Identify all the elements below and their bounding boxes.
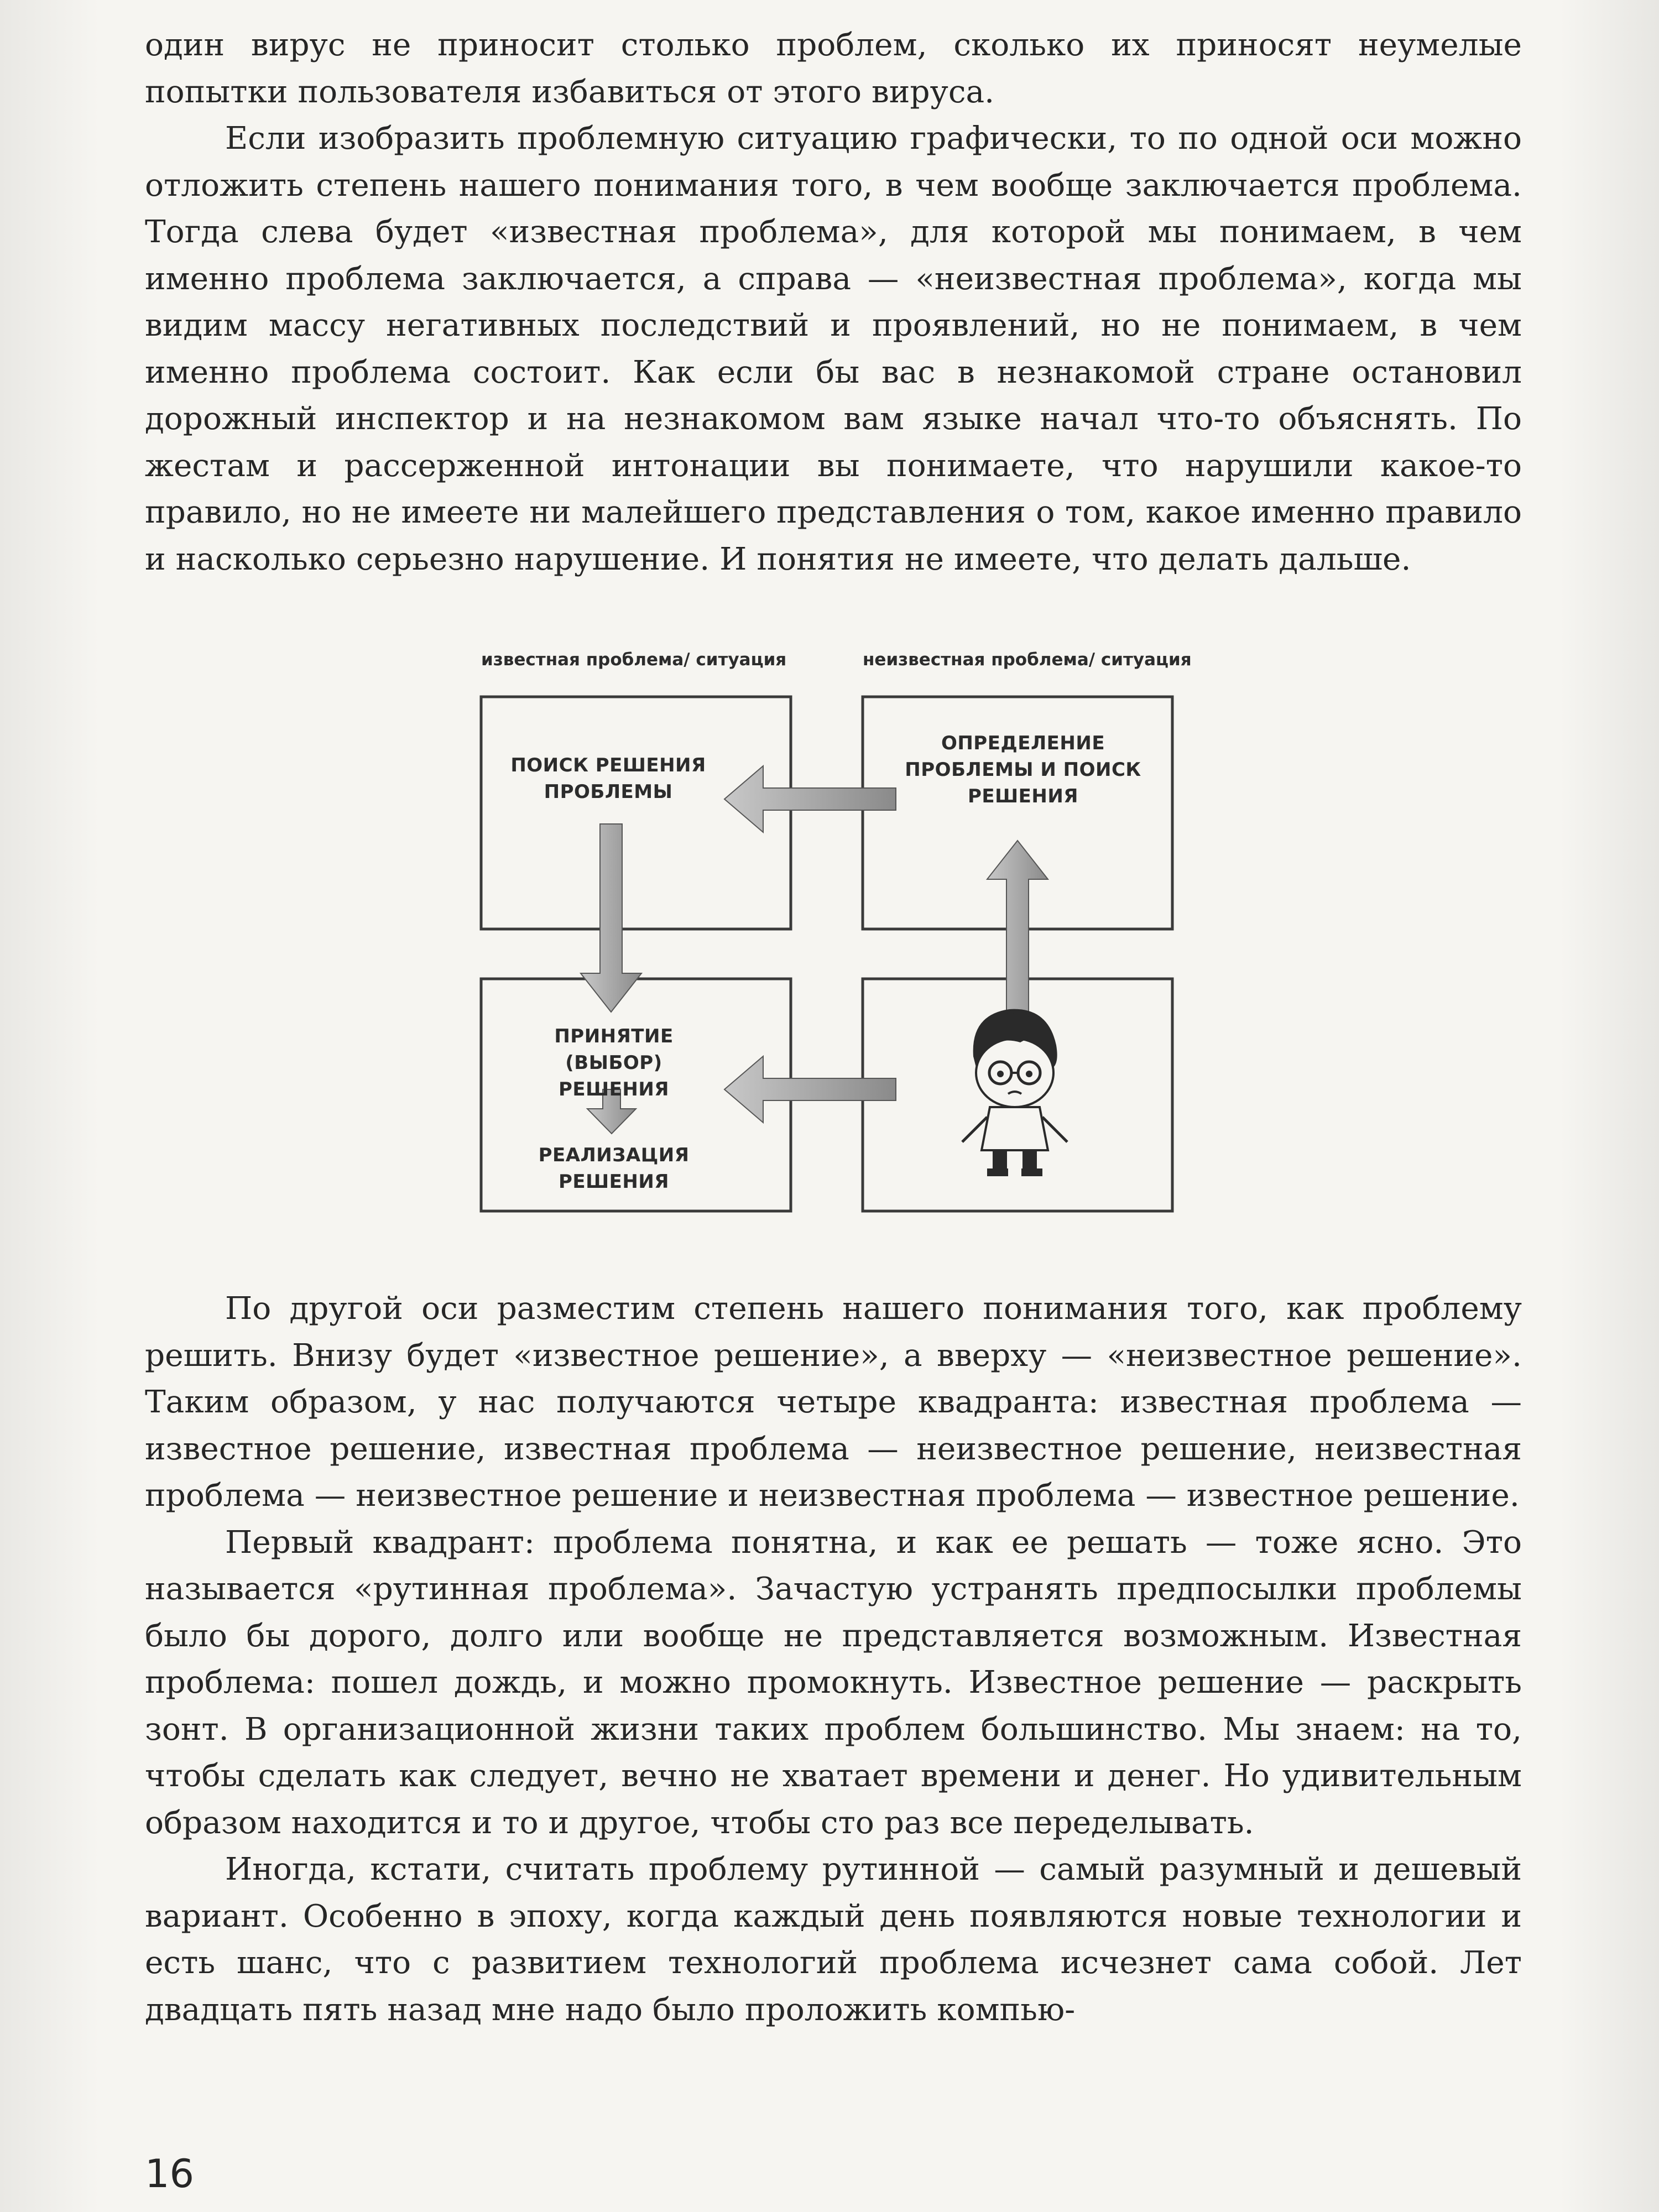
problem-quadrant-diagram bbox=[476, 647, 1211, 1222]
arrow-left-bottom bbox=[724, 1056, 896, 1123]
boy-illustration bbox=[962, 1009, 1067, 1176]
text-block-bottom bbox=[145, 1286, 1522, 2033]
quadrant-top-left-label: ПОИСК РЕШЕНИЯ ПРОБЛЕМЫ bbox=[510, 754, 706, 803]
paragraph: Иногда, кстати, считать проблему рутинной — самый разумный и дешевый вариант. Особенно в эпоху, когда каждый день появляются новые технологии и есть шанс, что с развитием технологий проблема исчезнет сама собой. Лет двадцать пять назад мне надо было проложить компью- bbox=[145, 1851, 1522, 2028]
quadrant-bottom-left-label-1: ПРИНЯТИЕ (ВЫБОР) РЕШЕНИЯ bbox=[554, 1025, 674, 1100]
quadrant-top-right-label: ОПРЕДЕЛЕНИЕ ПРОБЛЕМЫ И ПОИСК РЕШЕНИЯ bbox=[905, 732, 1141, 807]
paragraph: Если изобразить проблемную ситуацию графически, то по одной оси можно отложить степень нашего понимания того, в чем вообще заключается проблема. Тогда слева будет «известная проблема», для которой мы понимаем, в чем именно проблема заключается, а справа — «неизвестная проблема», когда мы видим массу негативных последствий и проявлений, но не понимаем, в чем именно проблема состоит. Как если бы вас в незнакомой стране остановил дорожный инспектор и на незнакомом вам языке начал что-то объяснять. По жестам и рассерженной интонации вы понимаете, что нарушили какое-то правило, но не имеете ни малейшего представления о том, какое именно правило и насколько серьезно нарушение. И понятия не имеете, что делать дальше. bbox=[145, 121, 1522, 577]
text-block-top bbox=[145, 22, 1522, 583]
arrow-left-top bbox=[724, 766, 896, 832]
paragraph: Первый квадрант: проблема понятна, и как ее решать — тоже ясно. Это называется «рутинная проблема». Зачастую устранять предпосылки проблемы было бы дорого, долго или вообще не представляется возможным. Известная проблема: пошел дождь, и можно промокнуть. Известное решение — раскрыть зонт. В организационной жизни таких проблем большинство. Мы знаем: на то, чтобы сделать как следует, вечно не хватает времени и денег. Но удивительным образом находится и то и другое, чтобы сто раз все переделывать. bbox=[145, 1524, 1522, 1841]
arrow-up-right bbox=[987, 841, 1048, 1023]
quadrant-bottom-left-label-2: РЕАЛИЗАЦИЯ РЕШЕНИЯ bbox=[538, 1144, 690, 1193]
page-number: 16 bbox=[145, 2151, 195, 2197]
paragraph: По другой оси разместим степень нашего понимания того, как проблему решить. Внизу будет «известное решение», а вверху — «неизвестное решение». Таким образом, у нас получаются четыре квадранта: известная проблема — известное решение, известная проблема — неизвестное решение, неизвестная проблема — неизвестное решение и неизвестная проблема — известное решение. bbox=[145, 1291, 1522, 1514]
arrow-down-left bbox=[581, 824, 641, 1012]
paragraph: один вирус не приносит столько проблем, сколько их приносят неумелые попытки пользователя избавиться от этого вируса. bbox=[145, 27, 1522, 110]
axis-label-unknown-problem: неизвестная проблема/ ситуация bbox=[863, 650, 1192, 670]
axis-label-known-problem: известная проблема/ ситуация bbox=[481, 650, 787, 670]
